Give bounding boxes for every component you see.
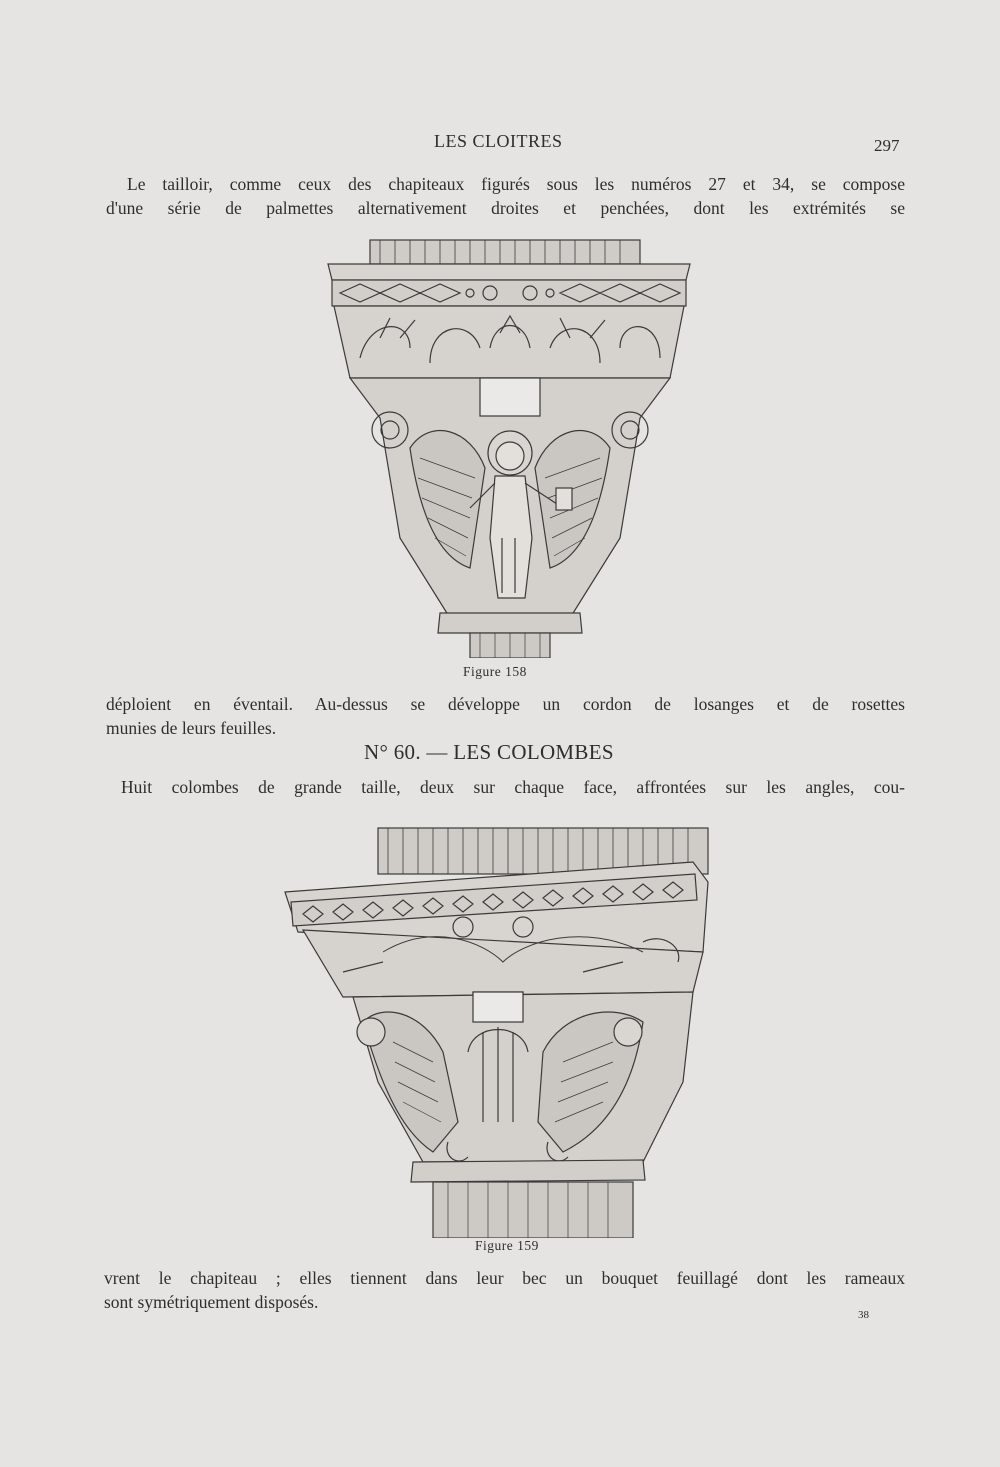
paragraph-line: Le tailloir, comme ceux des chapiteaux figurés sous les numéros 27 et 34, se compose (127, 174, 905, 194)
paragraph-line: déploient en éventail. Au-dessus se développe un cordon de losanges et de rosettes (106, 694, 905, 714)
running-title: LES CLOITRES (434, 131, 563, 151)
paragraph-line: munies de leurs feuilles. (106, 718, 277, 738)
section-heading: N° 60. — LES COLOMBES (364, 740, 614, 764)
page-number: 297 (874, 136, 900, 155)
paragraph-line: sont symétriquement disposés. (104, 1292, 319, 1312)
figure-159-illustration (283, 822, 713, 1238)
capital-angel-drawing (320, 238, 700, 658)
figure-158-illustration (320, 238, 700, 658)
figure-159-caption: Figure 159 (475, 1238, 539, 1253)
paragraph-line: Huit colombes de grande taille, deux sur chaque face, affrontées sur les angles, cou- (121, 777, 905, 797)
running-header (0, 131, 1000, 155)
paragraph-line: d'une série de palmettes alternativement droites et penchées, dont les extrémités se (106, 198, 905, 218)
signature-mark: 38 (858, 1309, 869, 1321)
capital-doves-drawing (283, 822, 713, 1238)
figure-158-caption: Figure 158 (463, 664, 527, 679)
paragraph-line: vrent le chapiteau ; elles tiennent dans leur bec un bouquet feuillagé dont les rameaux (104, 1268, 905, 1288)
